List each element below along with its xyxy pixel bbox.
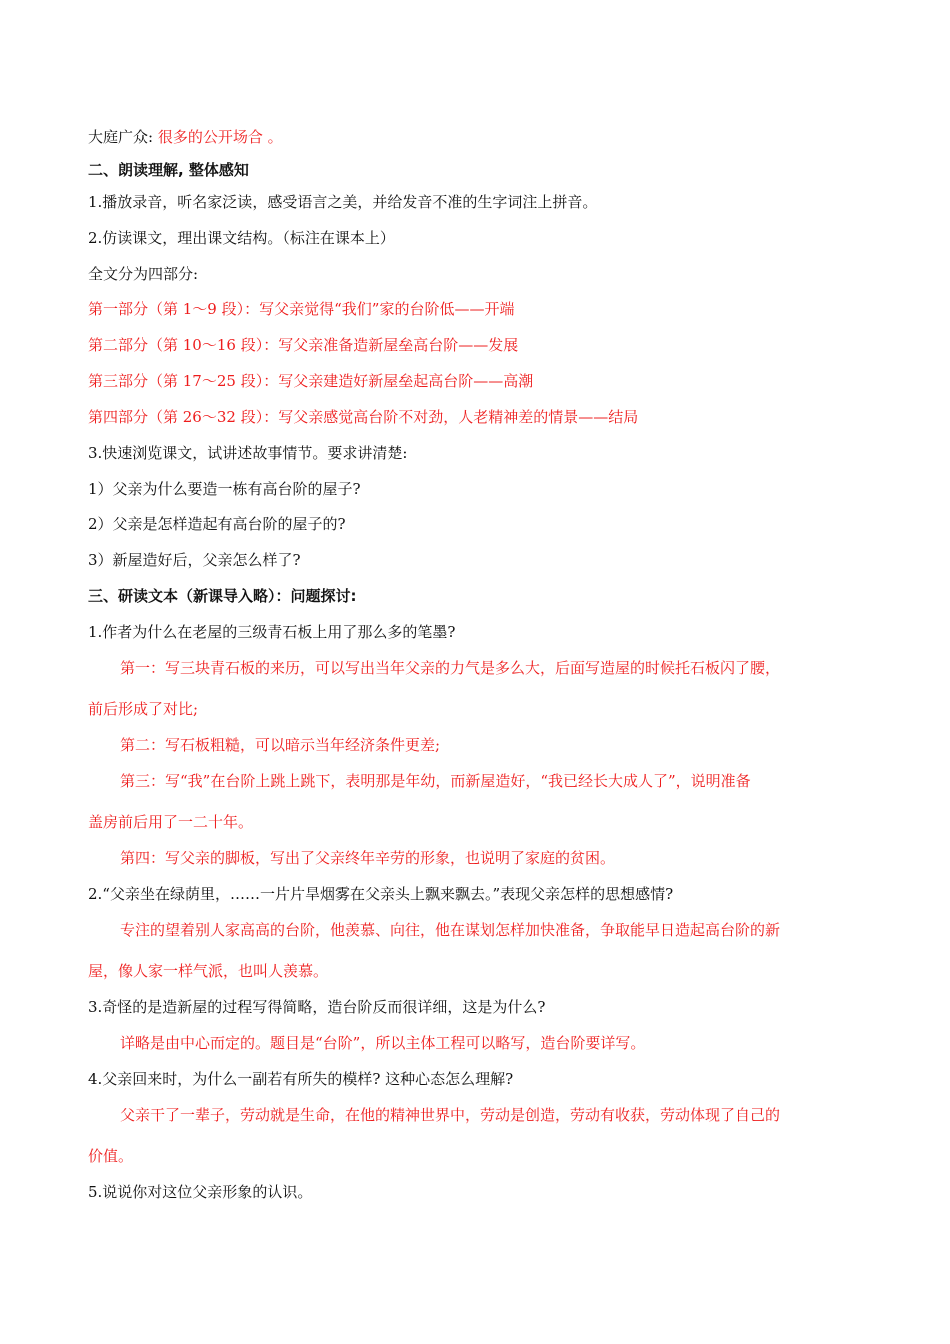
q1-answer-1-line2: 前后形成了对比; [88,700,199,718]
q1-answer-4: 第四：写父亲的脚板，写出了父亲终年辛劳的形象，也说明了家庭的贫困。 [120,849,616,867]
section2-item2: 2.仿读课文，理出课文结构。（标注在课本上） [88,229,395,247]
q2-answer-line2: 屋，像人家一样气派，也叫人羡慕。 [88,962,329,980]
q2-question: 2.“父亲坐在绿荫里，……一片片旱烟雾在父亲头上飘来飘去。”表现父亲怎样的思想感情? [88,885,674,903]
q1-question: 1.作者为什么在老屋的三级青石板上用了那么多的笔墨? [88,623,456,641]
q1-answer-3-line1: 第三：写“我”在台阶上跳上跳下，表明那是年幼，而新屋造好，“我已经长大成人了”，说明准备 [120,772,751,790]
structure-part-3: 第三部分（第 17～25 段）：写父亲建造好新屋垒起高台阶——高潮 [88,372,534,390]
intro-line [88,127,283,147]
structure-part-1: 第一部分（第 1～9 段）：写父亲觉得“我们”家的台阶低——开端 [88,300,515,318]
plot-question-3: 3）新屋造好后，父亲怎么样了? [88,551,301,569]
structure-part-2: 第二部分（第 10～16 段）：写父亲准备造新屋垒高台阶——发展 [88,336,519,354]
intro-term: 大庭广众: [88,128,154,146]
q2-answer-line1: 专注的望着别人家高高的台阶，他羡慕、向往，他在谋划怎样加快准备，争取能早日造起高台阶的新 [120,921,781,939]
q4-answer-line1: 父亲干了一辈子，劳动就是生命，在他的精神世界中，劳动是创造，劳动有收获，劳动体现了自己的 [120,1106,781,1124]
q4-question: 4.父亲回来时，为什么一副若有所失的模样? 这种心态怎么理解? [88,1070,514,1088]
section3-heading: 三、研读文本（新课导入略）：问题探讨: [88,587,357,605]
plot-question-1: 1）父亲为什么要造一栋有高台阶的屋子? [88,480,361,498]
q1-answer-2: 第二：写石板粗糙，可以暗示当年经济条件更差; [120,736,441,754]
structure-intro: 全文分为四部分: [88,265,199,283]
intro-definition: 很多的公开场合 。 [157,128,283,146]
q3-answer: 详略是由中心而定的。题目是“台阶”，所以主体工程可以略写，造台阶要详写。 [120,1034,646,1052]
q3-question: 3.奇怪的是造新屋的过程写得简略，造台阶反而很详细，这是为什么? [88,998,546,1016]
section2-item3: 3.快速浏览课文，试讲述故事情节。要求讲清楚: [88,444,408,462]
q5-question: 5.说说你对这位父亲形象的认识。 [88,1183,313,1201]
plot-question-2: 2）父亲是怎样造起有高台阶的屋子的? [88,515,346,533]
q1-answer-1-line1: 第一：写三块青石板的来历，可以写出当年父亲的力气是多么大，后面写造屋的时候托石板闪了腰， [120,659,781,677]
section2-item1: 1.播放录音，听名家泛读，感受语言之美，并给发音不准的生字词注上拼音。 [88,193,598,211]
structure-part-4: 第四部分（第 26～32 段）：写父亲感觉高台阶不对劲，人老精神差的情景——结局 [88,408,639,426]
section2-heading: 二、朗读理解, 整体感知 [88,161,249,179]
q1-answer-3-line2: 盖房前后用了一二十年。 [88,813,254,831]
q4-answer-line2: 价值。 [88,1147,134,1165]
